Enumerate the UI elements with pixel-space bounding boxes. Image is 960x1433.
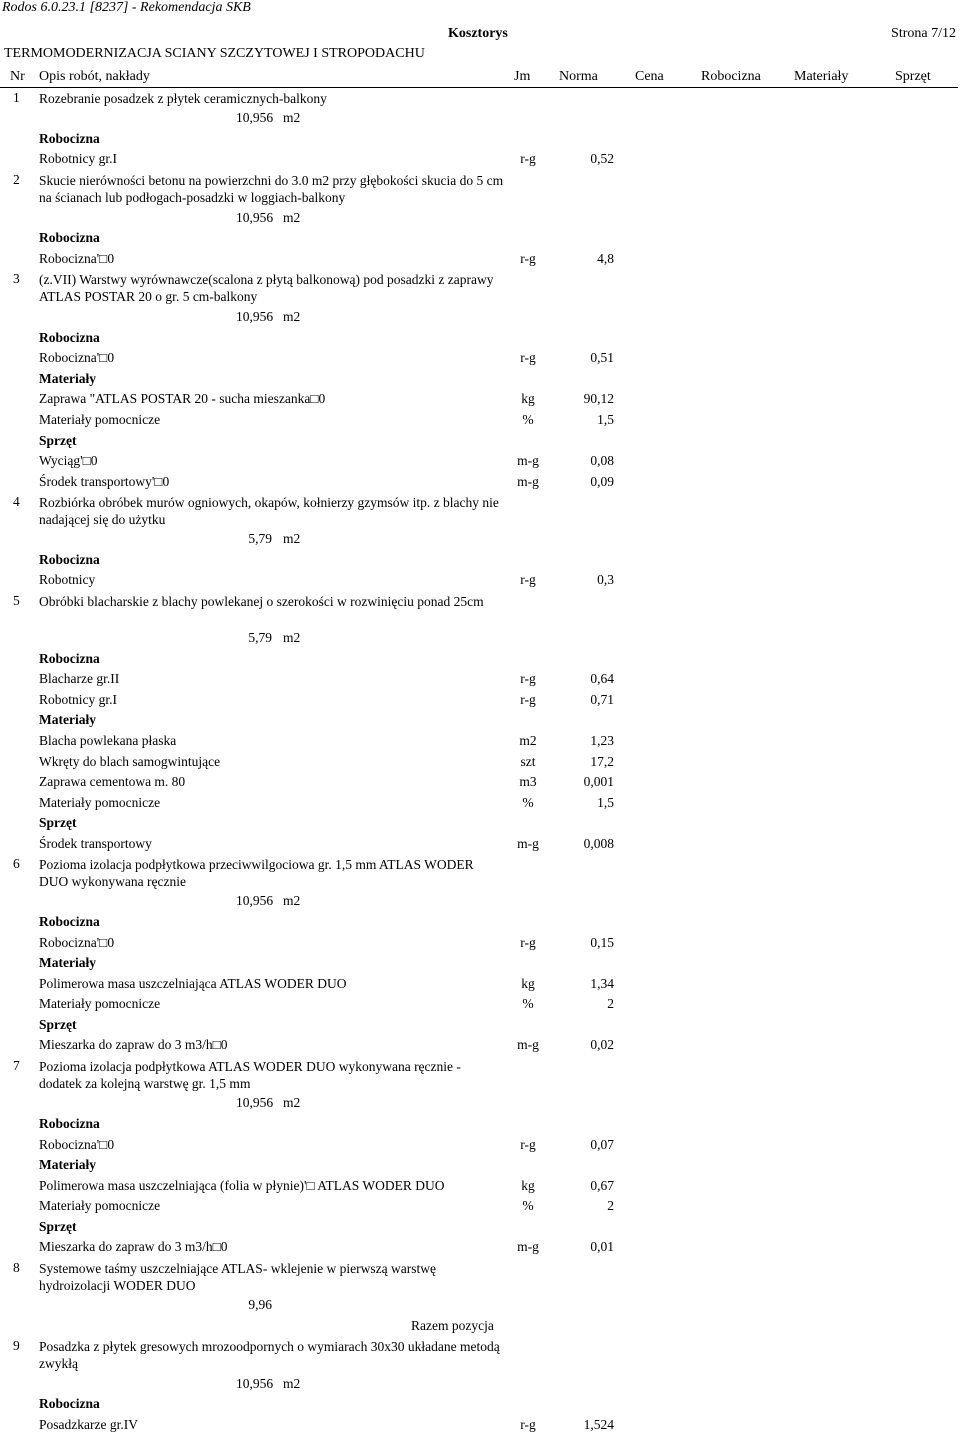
resource-unit: r-g (520, 935, 536, 950)
item-unit: m2 (283, 1095, 301, 1110)
resource-norm: 0,3 (597, 572, 614, 587)
resource-section-heading: Robocizna (39, 552, 100, 567)
item-description: Pozioma izolacja podpłytkowa ATLAS WODER DUO wykonywana ręcznie - dodatek za kolejną warstwę gr. 1,5 mm (39, 1059, 461, 1091)
resource-name: Robocizna'□0 (39, 251, 115, 266)
resource-norm: 0,15 (590, 935, 614, 950)
resource-norm: 90,12 (583, 391, 614, 406)
resource-name: Robocizna'□0 (39, 350, 115, 365)
resource-norm: 0,02 (590, 1037, 614, 1052)
resource-norm: 0,01 (590, 1239, 614, 1254)
item-quantity: 5,79 (248, 531, 272, 546)
resource-norm: 1,524 (583, 1417, 614, 1432)
resource-norm: 1,23 (590, 733, 614, 748)
resource-unit: m3 (519, 774, 537, 789)
project-name: TERMOMODERNIZACJA SCIANY SZCZYTOWEJ I STROPODACHU (4, 46, 425, 61)
item-description: Rozbiórka obróbek murów ogniowych, okapów, kołnierzy gzymsów itp. z blachy nie nadającej się do użytku (39, 495, 499, 527)
resource-name: Mieszarka do zapraw do 3 m3/h□0 (39, 1037, 228, 1052)
resource-unit: m-g (517, 474, 539, 489)
resource-norm: 0,64 (590, 671, 614, 686)
resource-name: Robotnicy gr.I (39, 692, 117, 707)
resource-name: Wyciąg'□0 (39, 453, 98, 468)
item-number: 8 (13, 1260, 20, 1275)
item-number: 3 (13, 271, 20, 286)
column-header-jm: Jm (514, 69, 531, 84)
resource-name: Materiały pomocnicze (39, 412, 161, 427)
resource-unit: % (522, 795, 534, 810)
resource-section-heading: Sprzęt (39, 433, 77, 448)
item-number: 6 (13, 856, 20, 871)
resource-name: Posadzkarze gr.IV (39, 1417, 138, 1432)
resource-unit: r-g (520, 1137, 536, 1152)
item-description: Skucie nierówności betonu na powierzchni do 3.0 m2 przy głębokości skucia do 5 cm na ścianach lub podłogach-posadzki w loggiach-balkony (39, 173, 504, 205)
resource-name: Robotnicy gr.I (39, 151, 117, 166)
resource-name: Materiały pomocnicze (39, 795, 161, 810)
item-quantity: 10,956 (236, 309, 274, 324)
resource-unit: m-g (517, 836, 539, 851)
resource-norm: 1,5 (597, 795, 614, 810)
page-number: Strona 7/12 (891, 26, 956, 41)
item-number: 4 (13, 494, 20, 509)
resource-norm: 1,34 (590, 976, 614, 991)
resource-norm: 0,07 (590, 1137, 614, 1152)
resource-unit: % (522, 996, 534, 1011)
resource-unit: kg (521, 976, 535, 991)
item-unit: m2 (283, 893, 301, 908)
document-title: Kosztorys (448, 26, 508, 41)
resource-section-heading: Robocizna (39, 230, 100, 245)
resource-unit: m-g (517, 1037, 539, 1052)
resource-name: Środek transportowy (39, 836, 152, 851)
resource-section-heading: Robocizna (39, 651, 100, 666)
item-description: Pozioma izolacja podpłytkowa przeciwwilgociowa gr. 1,5 mm ATLAS WODER DUO wykonywana ręcznie (39, 857, 474, 889)
item-unit: m2 (283, 1376, 301, 1391)
resource-norm: 0,67 (590, 1178, 614, 1193)
resource-name: Materiały pomocnicze (39, 996, 161, 1011)
item-unit: m2 (283, 210, 301, 225)
resource-section-heading: Materiały (39, 955, 96, 970)
item-quantity: 9,96 (248, 1297, 272, 1312)
resource-norm: 0,09 (590, 474, 614, 489)
resource-norm: 0,008 (583, 836, 614, 851)
resource-unit: m-g (517, 453, 539, 468)
resource-norm: 4,8 (597, 251, 614, 266)
item-description: Systemowe taśmy uszczelniające ATLAS- wklejenie w pierwszą warstwę hydroizolacji WODER DUO (39, 1261, 436, 1293)
column-header-cena: Cena (635, 69, 664, 84)
resource-section-heading: Materiały (39, 1157, 96, 1172)
resource-section-heading: Robocizna (39, 1116, 100, 1131)
resource-unit: r-g (520, 350, 536, 365)
resource-name: Robocizna'□0 (39, 935, 115, 950)
resource-unit: m-g (517, 1239, 539, 1254)
resource-section-heading: Sprzęt (39, 1219, 77, 1234)
resource-unit: r-g (520, 692, 536, 707)
resource-norm: 0,51 (590, 350, 614, 365)
column-header-robocizna: Robocizna (701, 69, 761, 84)
item-quantity: 10,956 (236, 210, 274, 225)
resource-unit: r-g (520, 671, 536, 686)
item-description: (z.VII) Warstwy wyrównawcze(scalona z płytą balkonową) pod posadzki z zaprawy ATLAS POSTAR 20 o gr. 5 cm-balkony (39, 272, 494, 304)
resource-unit: kg (521, 391, 535, 406)
item-description: Rozebranie posadzek z płytek ceramicznych-balkony (39, 91, 327, 106)
resource-section-heading: Robocizna (39, 1396, 100, 1411)
resource-norm: 0,71 (590, 692, 614, 707)
resource-section-heading: Robocizna (39, 131, 100, 146)
item-quantity: 10,956 (236, 893, 274, 908)
resource-norm: 1,5 (597, 412, 614, 427)
resource-norm: 0,52 (590, 151, 614, 166)
resource-name: Robotnicy (39, 572, 96, 587)
column-header-nr: Nr (10, 69, 25, 84)
resource-unit: m2 (519, 733, 537, 748)
item-description: Posadzka z płytek gresowych mrozoodpornych o wymiarach 30x30 układane metodą zwykłą (39, 1339, 500, 1371)
item-number: 7 (13, 1058, 20, 1073)
item-number: 1 (13, 90, 20, 105)
resource-unit: szt (520, 754, 536, 769)
resource-norm: 2 (607, 1198, 614, 1213)
resource-unit: r-g (520, 1417, 536, 1432)
item-quantity: 10,956 (236, 110, 274, 125)
item-number: 2 (13, 172, 20, 187)
resource-name: Robocizna'□0 (39, 1137, 115, 1152)
app-title: Rodos 6.0.23.1 [8237] - Rekomendacja SKB (2, 0, 251, 15)
resource-name: Materiały pomocnicze (39, 1198, 161, 1213)
item-number: 9 (13, 1338, 20, 1353)
razem-pozycja-label: Razem pozycja (411, 1318, 494, 1333)
resource-norm: 2 (607, 996, 614, 1011)
resource-section-heading: Sprzęt (39, 1017, 77, 1032)
item-unit: m2 (283, 531, 301, 546)
resource-name: Wkręty do blach samogwintujące (39, 754, 221, 769)
resource-norm: 0,08 (590, 453, 614, 468)
item-unit: m2 (283, 630, 301, 645)
resource-section-heading: Robocizna (39, 914, 100, 929)
resource-section-heading: Materiały (39, 371, 96, 386)
resource-unit: % (522, 1198, 534, 1213)
resource-name: Mieszarka do zapraw do 3 m3/h□0 (39, 1239, 228, 1254)
column-header-opis: Opis robót, nakłady (39, 69, 150, 84)
column-header-materialy: Materiały (794, 69, 849, 84)
column-header-sprzet: Sprzęt (895, 69, 931, 84)
header-rule (0, 87, 958, 88)
resource-norm: 0,001 (583, 774, 614, 789)
resource-norm: 17,2 (590, 754, 614, 769)
item-number: 5 (13, 593, 20, 608)
resource-name: Zaprawa "ATLAS POSTAR 20 - sucha mieszanka□0 (39, 391, 326, 406)
resource-unit: r-g (520, 572, 536, 587)
resource-unit: r-g (520, 251, 536, 266)
resource-unit: % (522, 412, 534, 427)
resource-name: Zaprawa cementowa m. 80 (39, 774, 186, 789)
item-quantity: 10,956 (236, 1376, 274, 1391)
item-quantity: 5,79 (248, 630, 272, 645)
resource-section-heading: Robocizna (39, 330, 100, 345)
resource-name: Blacha powlekana płaska (39, 733, 177, 748)
item-description: Obróbki blacharskie z blachy powlekanej o szerokości w rozwinięciu ponad 25cm (39, 594, 484, 609)
resource-name: Polimerowa masa uszczelniająca ATLAS WODER DUO (39, 976, 347, 991)
resource-name: Środek transportowy'□0 (39, 474, 170, 489)
resource-name: Polimerowa masa uszczelniająca (folia w płynie)'□ ATLAS WODER DUO (39, 1178, 445, 1193)
resource-name: Blacharze gr.II (39, 671, 120, 686)
resource-unit: r-g (520, 151, 536, 166)
item-unit: m2 (283, 110, 301, 125)
item-unit: m2 (283, 309, 301, 324)
resource-section-heading: Materiały (39, 712, 96, 727)
resource-unit: kg (521, 1178, 535, 1193)
resource-section-heading: Sprzęt (39, 815, 77, 830)
column-header-norma: Norma (559, 69, 598, 84)
item-quantity: 10,956 (236, 1095, 274, 1110)
